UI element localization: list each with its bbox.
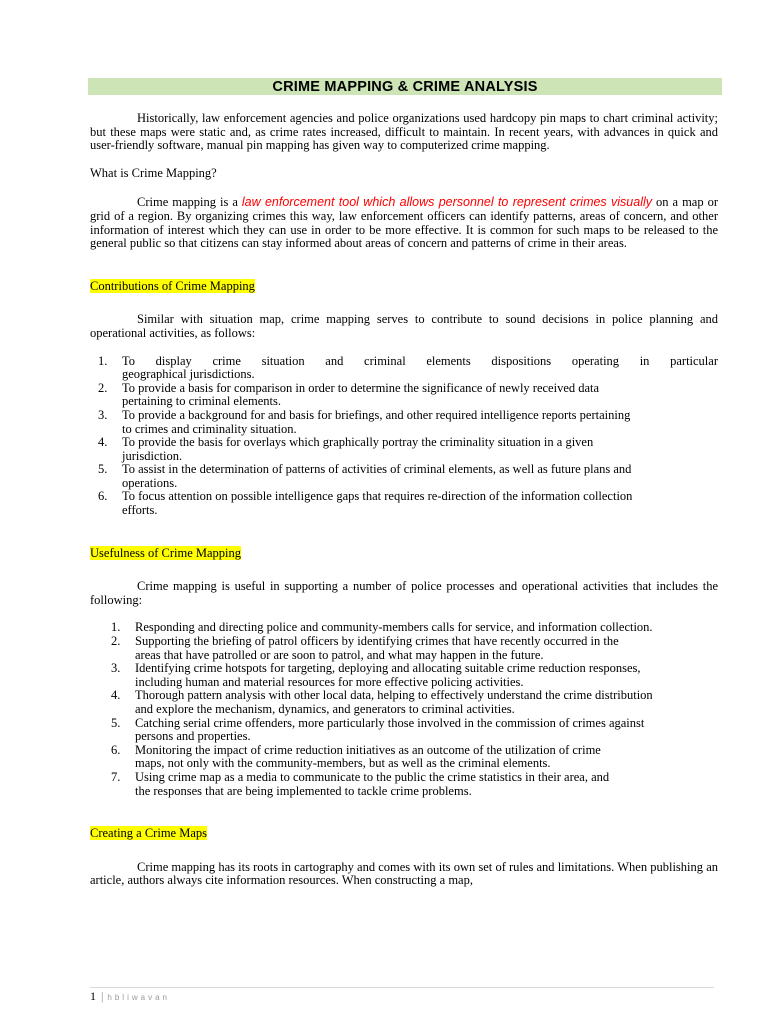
list-item: 1. To display crime situation and criminal elements dispositions operating in particular geographical jurisdictions. [98, 353, 718, 382]
document-title: CRIME MAPPING & CRIME ANALYSIS [88, 78, 722, 95]
list-item: 3. Identifying crime hotspots for targeting, deploying and allocating suitable crime reduction responses, including human and material resources for more effective policing activities. [111, 661, 641, 689]
list-item: 4. Thorough pattern analysis with other local data, helping to effectively understand the crime distribution and explore the mechanism, dynamics, and generators to criminal activities. [111, 688, 653, 716]
list-item: 6. To focus attention on possible intelligence gaps that requires re-direction of the information collection efforts. [98, 489, 633, 518]
definition-paragraph [90, 196, 718, 250]
page-number: 1 [90, 989, 96, 1003]
list-item: 2. To provide a basis for comparison in order to determine the significance of newly received data pertaining to criminal elements. [98, 380, 600, 409]
usefulness-intro: Crime mapping is useful in supporting a number of police processes and operational activities that includes the following: [90, 579, 718, 607]
contributions-heading: Contributions of Crime Mapping [90, 278, 255, 293]
list-item: 1. Responding and directing police and community-members calls for service, and information collection. [111, 620, 653, 635]
list-item: 3. To provide a background for and basis for briefings, and other required intelligence reports pertaining to crimes and criminality situation. [98, 407, 631, 436]
usefulness-heading: Usefulness of Crime Mapping [90, 545, 242, 560]
document-page [90, 78, 718, 888]
list-item: 4. To provide the basis for overlays which graphically portray the criminality situation in a given jurisdiction. [98, 435, 594, 463]
list-item: 2. Supporting the briefing of patrol officers by identifying crimes that have recently occurred in the areas that have patrolled or are soon to patrol, and what may happen in the future. [111, 634, 619, 662]
list-item: 6. Monitoring the impact of crime reduction initiatives as an outcome of the utilization of crime maps, not only with the community-members, but as well as the criminal elements. [111, 742, 601, 771]
page-footer [90, 990, 170, 1005]
definition-highlight: law enforcement tool which allows personnel to represent crimes visually [241, 195, 653, 210]
intro-paragraph: Historically, law enforcement agencies and police organizations used hardcopy pin maps to chart criminal activity; but these maps were static and, as crime rates increased, difficult to maintain. In recent years, with advances in quick and user-friendly software, manual pin mapping has given way to computerized crime mapping. [90, 111, 718, 153]
usefulness-list [90, 621, 718, 798]
creating-heading: Creating a Crime Maps [90, 826, 207, 841]
list-item: 7. Using crime map as a media to communicate to the public the crime statistics in their area, and the responses that are being implemented to tackle crime problems. [111, 769, 610, 798]
footer-author: hbliwavan [107, 993, 170, 1002]
list-item: 5. Catching serial crime offenders, more particularly those involved in the commission of crimes against persons and properties. [111, 715, 645, 744]
contributions-intro: Similar with situation map, crime mapping serves to contribute to sound decisions in police planning and operational activities, as follows: [90, 312, 718, 340]
definition-lead: Crime mapping is a [137, 195, 242, 210]
contributions-list [90, 355, 718, 518]
creating-paragraph: Crime mapping has its roots in cartography and comes with its own set of rules and limitations. When publishing an article, authors always cite information resources. When constructing a map, [90, 859, 718, 888]
definition-rest: on a map or grid of a region. By organizing crimes this way, law enforcement officers can identify patterns, areas of concern, and other information of interest which they can use in order to be more effective. It is common for such maps to be released to the general public so that citizens can stay informed about areas of concern and patterns of crime in their areas. [90, 195, 718, 251]
footer-separator: | [101, 989, 104, 1003]
footer-divider [90, 987, 714, 988]
question-heading: What is Crime Mapping? [90, 165, 217, 180]
list-item: 5. To assist in the determination of patterns of activities of criminal elements, as well as future plans and operations. [98, 462, 632, 490]
